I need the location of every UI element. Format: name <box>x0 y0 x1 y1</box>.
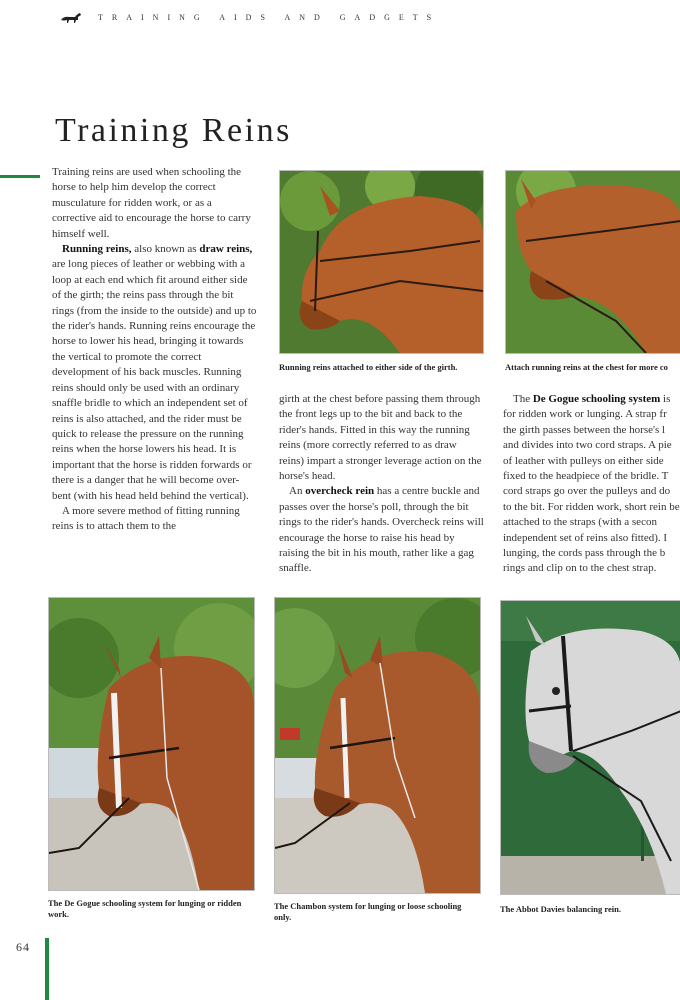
text-span: is for ridden work or lunging. A strap fr the girth passes between the horse's l and divides into two cord straps. A pie of leather with pulleys on either side fixed to the headpiece of the bridle. T cord straps go over the pulleys and do to the bit. For ridden work, short rein be attached to the straps (with a secon independent set of reins also fitted). I lunging, the cords pass through the b rings and clip on to the chest strap. <box>503 393 680 575</box>
caption-de-gogue: The De Gogue schooling system for lunging or ridden work. <box>48 898 242 919</box>
page-number: 64 <box>16 940 30 954</box>
running-head: TRAINING AIDS AND GADGETS <box>98 13 441 22</box>
paragraph-overcheck <box>279 484 484 576</box>
photo-chambon <box>274 597 481 894</box>
photo-running-reins <box>279 170 484 354</box>
text-span: are long pieces of leather or webbing with a loop at each end which fit around either side of the girth; the reins pass through the bit rings (from the inside to the outside) and up to the rider's hands. Running reins encourage the horse to lower his head, bringing it towards the vertical to promote the correct development of his back muscles. Running reins should only be used with an ordinary snaffle bridle to which an independent set of reins is also attached, and the rider must be quick to release the pressure on the running reins when the horse lowers his head. It is important that the horse is ridden forwards or there is a danger that he will become over-bent (with his head held behind the vertical). <box>52 258 257 502</box>
photo-de-gogue <box>48 597 255 891</box>
paragraph-intro: Training reins are used when schooling the horse to help him develop the correct musculature for ridden work, or as a corrective aid to encourage the horse to carry himself well. <box>52 166 251 240</box>
caption-running-reins: Running reins attached to either side of the girth. <box>279 362 458 372</box>
term-overcheck-rein: overcheck rein <box>305 485 375 498</box>
caption-chest-attachment: Attach running reins at the chest for more co <box>505 362 668 372</box>
text-span: has a centre buckle and passes over the horse's poll, through the bit rings to the rider's hands. Overcheck reins will encourage the horse to raise his head by raising the bit in his mouth, rather like a gag snaffle. <box>279 485 484 575</box>
caption-chambon: The Chambon system for lunging or loose schooling only. <box>274 901 462 922</box>
photo-chest-attachment <box>505 170 680 354</box>
term-de-gogue: De Gogue schooling system <box>532 393 661 405</box>
horse-silhouette-icon <box>60 12 82 24</box>
accent-bar <box>0 175 40 178</box>
photo-abbot-davies <box>500 600 680 895</box>
page-title: Training Reins <box>55 112 292 149</box>
text-column-3 <box>503 392 680 592</box>
paragraph-severe-method: A more severe method of fitting running reins is to attach them to the <box>52 504 240 533</box>
paragraph-running-reins <box>52 242 257 504</box>
accent-bar-bottom <box>45 938 49 1000</box>
text-span: An <box>289 485 306 498</box>
text-span: also known as <box>131 243 200 256</box>
text-span: The <box>513 393 533 405</box>
paragraph-girth-chest: girth at the chest before passing them through the front legs up to the bit and back to the rider's hands. Fitted in this way the running reins (more correctly referred to as draw reins) impart a stronger leverage action on the horse's head. <box>279 393 482 483</box>
text-column-2 <box>279 392 484 577</box>
caption-abbot-davies: The Abbot Davies balancing rein. <box>500 904 621 914</box>
term-running-reins: Running reins, <box>62 243 132 256</box>
paragraph-de-gogue <box>503 392 680 577</box>
term-draw-reins: draw reins, <box>199 243 253 256</box>
text-column-1 <box>52 165 257 535</box>
